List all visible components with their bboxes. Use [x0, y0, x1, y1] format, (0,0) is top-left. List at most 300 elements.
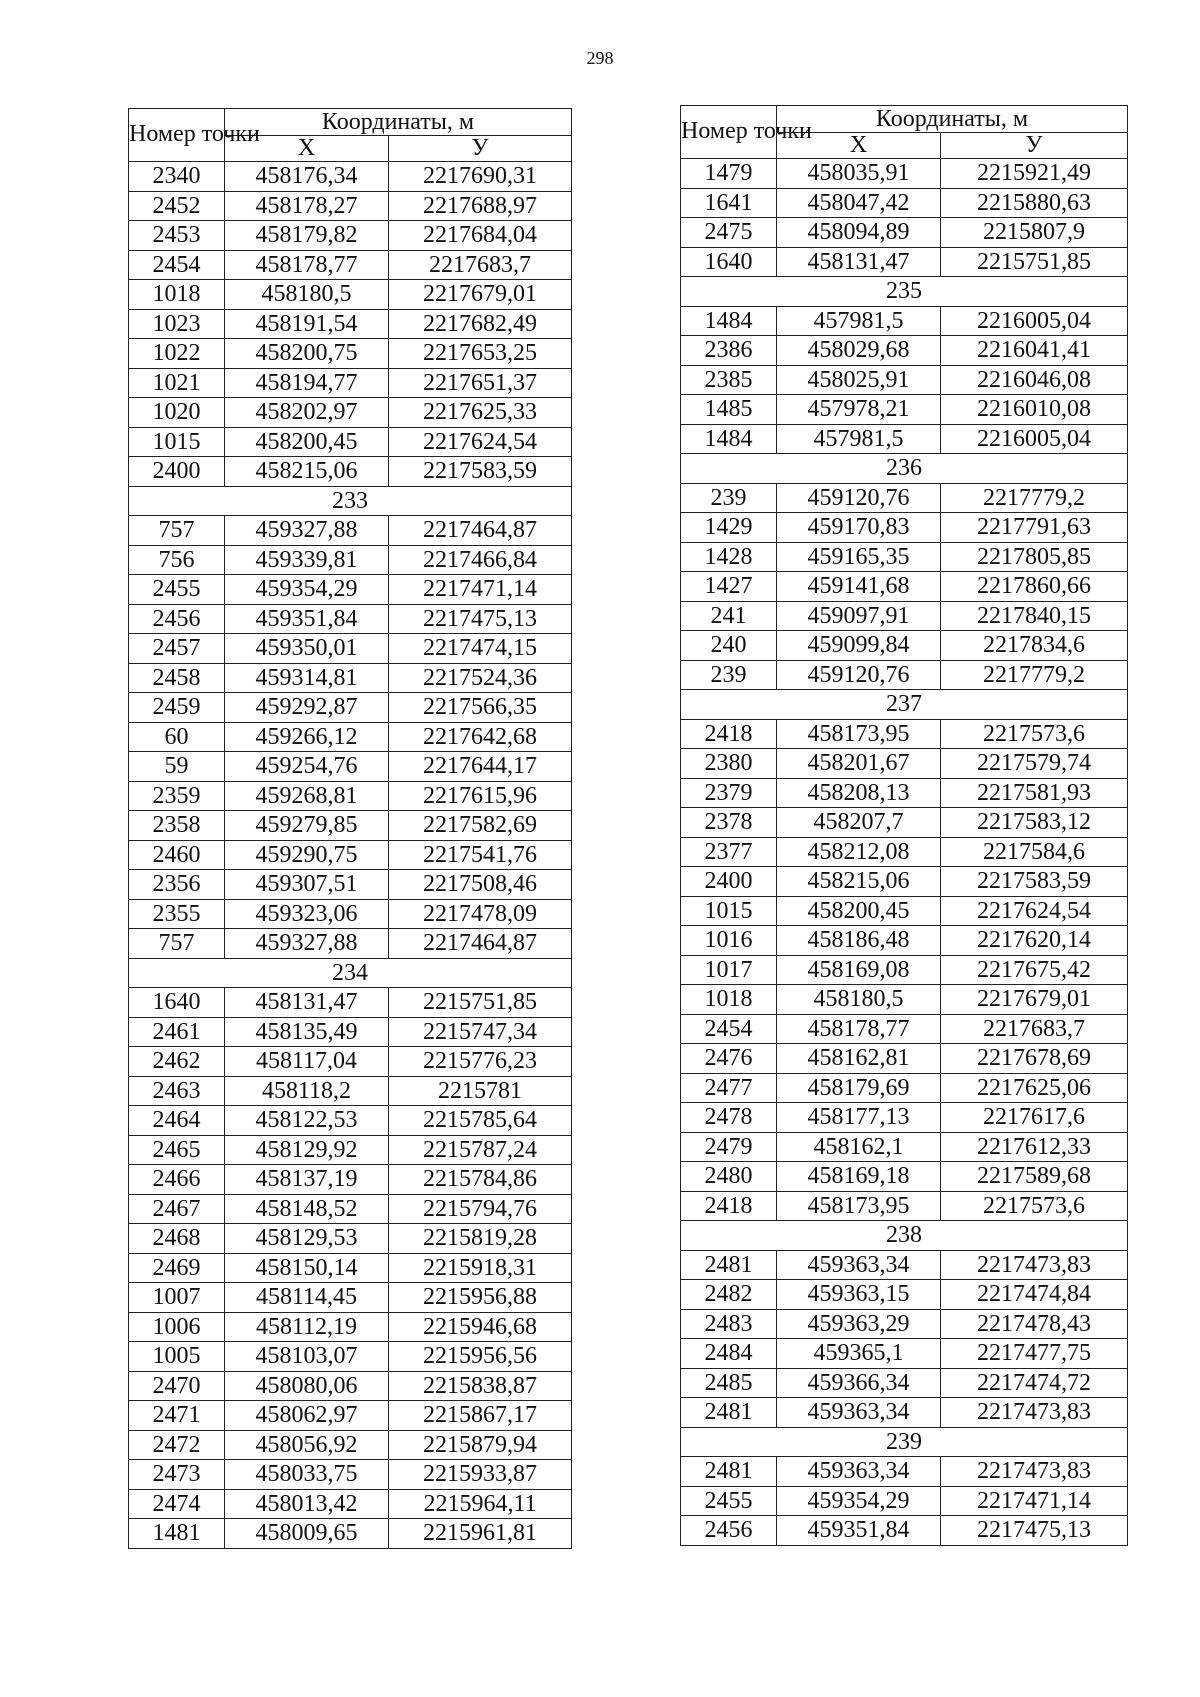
x-coordinate-cell: 457981,5: [777, 306, 941, 336]
table-row: [681, 749, 1128, 779]
y-coordinate-cell: 2215784,86: [389, 1165, 572, 1195]
x-coordinate-cell: 458062,97: [225, 1401, 389, 1431]
point-number-cell: 241: [681, 601, 777, 631]
x-coordinate-cell: 459365,1: [777, 1339, 941, 1369]
y-coordinate-cell: 2217625,06: [941, 1073, 1128, 1103]
y-coordinate-cell: 2217624,54: [389, 427, 572, 457]
header-y: У: [941, 132, 1128, 159]
point-number-cell: 239: [681, 483, 777, 513]
table-row: [681, 1457, 1128, 1487]
x-coordinate-cell: 458201,67: [777, 749, 941, 779]
header-x: Х: [225, 135, 389, 162]
point-number-cell: 1022: [129, 339, 225, 369]
x-coordinate-cell: 459254,76: [225, 752, 389, 782]
table-row: [681, 837, 1128, 867]
table-row: [129, 545, 572, 575]
x-coordinate-cell: 458202,97: [225, 398, 389, 428]
section-number: 237: [681, 690, 1128, 720]
point-number-cell: 2460: [129, 840, 225, 870]
x-coordinate-cell: 458080,06: [225, 1371, 389, 1401]
table-row: [681, 218, 1128, 248]
section-number: 235: [681, 277, 1128, 307]
table-row: [129, 280, 572, 310]
table-row: [129, 309, 572, 339]
y-coordinate-cell: 2217473,83: [941, 1457, 1128, 1487]
x-coordinate-cell: 458207,7: [777, 808, 941, 838]
section-row: [681, 454, 1128, 484]
x-coordinate-cell: 458177,13: [777, 1103, 941, 1133]
point-number-cell: 2477: [681, 1073, 777, 1103]
x-coordinate-cell: 459268,81: [225, 781, 389, 811]
y-coordinate-cell: 2217779,2: [941, 483, 1128, 513]
y-coordinate-cell: 2217583,59: [941, 867, 1128, 897]
x-coordinate-cell: 459363,15: [777, 1280, 941, 1310]
table-row: [681, 306, 1128, 336]
y-coordinate-cell: 2217625,33: [389, 398, 572, 428]
table-row: [129, 634, 572, 664]
x-coordinate-cell: 459141,68: [777, 572, 941, 602]
point-number-cell: 2458: [129, 663, 225, 693]
y-coordinate-cell: 2217791,63: [941, 513, 1128, 543]
x-coordinate-cell: 458178,77: [777, 1014, 941, 1044]
y-coordinate-cell: 2215787,24: [389, 1135, 572, 1165]
x-coordinate-cell: 458169,08: [777, 955, 941, 985]
section-row: [681, 1427, 1128, 1457]
point-number-cell: 2400: [681, 867, 777, 897]
x-coordinate-cell: 458114,45: [225, 1283, 389, 1313]
table-row: [129, 575, 572, 605]
table-row: [129, 870, 572, 900]
point-number-cell: 2379: [681, 778, 777, 808]
x-coordinate-cell: 458094,89: [777, 218, 941, 248]
y-coordinate-cell: 2215964,11: [389, 1489, 572, 1519]
table-row: [681, 1162, 1128, 1192]
table-row: [681, 1044, 1128, 1074]
point-number-cell: 2473: [129, 1460, 225, 1490]
table-row: [129, 1371, 572, 1401]
y-coordinate-cell: 2215819,28: [389, 1224, 572, 1254]
table-row: [681, 867, 1128, 897]
x-coordinate-cell: 458179,69: [777, 1073, 941, 1103]
x-coordinate-cell: 459170,83: [777, 513, 941, 543]
x-coordinate-cell: 458169,18: [777, 1162, 941, 1192]
section-row: [681, 277, 1128, 307]
point-number-cell: 2385: [681, 365, 777, 395]
point-number-cell: 1018: [129, 280, 225, 310]
point-number-cell: 2358: [129, 811, 225, 841]
table-row: [129, 1224, 572, 1254]
table-row: [129, 191, 572, 221]
point-number-cell: 2480: [681, 1162, 777, 1192]
point-number-cell: 2455: [129, 575, 225, 605]
y-coordinate-cell: 2215933,87: [389, 1460, 572, 1490]
table-row: [129, 516, 572, 546]
header-x: Х: [777, 132, 941, 159]
page-number: 298: [586, 48, 614, 68]
x-coordinate-cell: 458178,27: [225, 191, 389, 221]
point-number-cell: 1017: [681, 955, 777, 985]
y-coordinate-cell: 2215956,88: [389, 1283, 572, 1313]
point-number-cell: 2478: [681, 1103, 777, 1133]
table-row: [681, 542, 1128, 572]
x-coordinate-cell: 457978,21: [777, 395, 941, 425]
y-coordinate-cell: 2217684,04: [389, 221, 572, 251]
y-coordinate-cell: 2217644,17: [389, 752, 572, 782]
point-number-cell: 1021: [129, 368, 225, 398]
table-row: [129, 604, 572, 634]
point-number-cell: 757: [129, 516, 225, 546]
x-coordinate-cell: 458173,95: [777, 1191, 941, 1221]
y-coordinate-cell: 2215776,23: [389, 1047, 572, 1077]
y-coordinate-cell: 2217541,76: [389, 840, 572, 870]
x-coordinate-cell: 458025,91: [777, 365, 941, 395]
y-coordinate-cell: 2217683,7: [941, 1014, 1128, 1044]
table-row: [681, 601, 1128, 631]
table-row: [129, 457, 572, 487]
point-number-cell: 2457: [129, 634, 225, 664]
point-number-cell: 2471: [129, 1401, 225, 1431]
x-coordinate-cell: 458118,2: [225, 1076, 389, 1106]
point-number-cell: 2479: [681, 1132, 777, 1162]
x-coordinate-cell: 459099,84: [777, 631, 941, 661]
point-number-cell: 2462: [129, 1047, 225, 1077]
point-number-cell: 2454: [129, 250, 225, 280]
x-coordinate-cell: 459292,87: [225, 693, 389, 723]
section-number: 234: [129, 958, 572, 988]
x-coordinate-cell: 459165,35: [777, 542, 941, 572]
point-number-cell: 2377: [681, 837, 777, 867]
table-row: [681, 513, 1128, 543]
table-row: [681, 1014, 1128, 1044]
table-row: [129, 250, 572, 280]
point-number-cell: 2386: [681, 336, 777, 366]
point-number-cell: 2464: [129, 1106, 225, 1136]
y-coordinate-cell: 2217678,69: [941, 1044, 1128, 1074]
x-coordinate-cell: 458013,42: [225, 1489, 389, 1519]
x-coordinate-cell: 459307,51: [225, 870, 389, 900]
table-row: [129, 1401, 572, 1431]
x-coordinate-cell: 458009,65: [225, 1519, 389, 1549]
y-coordinate-cell: 2217471,14: [389, 575, 572, 605]
point-number-cell: 2484: [681, 1339, 777, 1369]
table-row: [681, 926, 1128, 956]
x-coordinate-cell: 458179,82: [225, 221, 389, 251]
table-row: [129, 722, 572, 752]
x-coordinate-cell: 458135,49: [225, 1017, 389, 1047]
table-row: [129, 899, 572, 929]
point-number-cell: 2359: [129, 781, 225, 811]
table-row: [129, 929, 572, 959]
y-coordinate-cell: 2215838,87: [389, 1371, 572, 1401]
x-coordinate-cell: 458194,77: [225, 368, 389, 398]
point-number-cell: 1481: [129, 1519, 225, 1549]
x-coordinate-cell: 459323,06: [225, 899, 389, 929]
point-number-cell: 1479: [681, 159, 777, 189]
point-number-cell: 1640: [129, 988, 225, 1018]
x-coordinate-cell: 458200,45: [777, 896, 941, 926]
point-number-cell: 1016: [681, 926, 777, 956]
table-row: [681, 1516, 1128, 1546]
point-number-cell: 2470: [129, 1371, 225, 1401]
y-coordinate-cell: 2217573,6: [941, 1191, 1128, 1221]
header-coordinates: Координаты, м: [225, 109, 572, 136]
y-coordinate-cell: 2215747,34: [389, 1017, 572, 1047]
table-row: [681, 159, 1128, 189]
x-coordinate-cell: 459354,29: [777, 1486, 941, 1516]
section-number: 236: [681, 454, 1128, 484]
point-number-cell: 2475: [681, 218, 777, 248]
table-row: [681, 1309, 1128, 1339]
point-number-cell: 2400: [129, 457, 225, 487]
section-number: 238: [681, 1221, 1128, 1251]
y-coordinate-cell: 2217834,6: [941, 631, 1128, 661]
x-coordinate-cell: 458137,19: [225, 1165, 389, 1195]
table-row: [681, 1250, 1128, 1280]
section-row: [129, 486, 572, 516]
section-row: [681, 1221, 1128, 1251]
point-number-cell: 2469: [129, 1253, 225, 1283]
y-coordinate-cell: 2215785,64: [389, 1106, 572, 1136]
x-coordinate-cell: 458186,48: [777, 926, 941, 956]
point-number-cell: 2468: [129, 1224, 225, 1254]
y-coordinate-cell: 2216046,08: [941, 365, 1128, 395]
y-coordinate-cell: 2217651,37: [389, 368, 572, 398]
table-row: [129, 1312, 572, 1342]
x-coordinate-cell: 459363,34: [777, 1250, 941, 1280]
table-row: [129, 1519, 572, 1549]
y-coordinate-cell: 2217579,74: [941, 749, 1128, 779]
table-row: [129, 693, 572, 723]
table-row: [681, 572, 1128, 602]
point-number-cell: 1429: [681, 513, 777, 543]
x-coordinate-cell: 458029,68: [777, 336, 941, 366]
y-coordinate-cell: 2217589,68: [941, 1162, 1128, 1192]
y-coordinate-cell: 2217464,87: [389, 929, 572, 959]
y-coordinate-cell: 2216010,08: [941, 395, 1128, 425]
y-coordinate-cell: 2217464,87: [389, 516, 572, 546]
x-coordinate-cell: 459266,12: [225, 722, 389, 752]
y-coordinate-cell: 2217573,6: [941, 719, 1128, 749]
y-coordinate-cell: 2217805,85: [941, 542, 1128, 572]
table-row: [681, 188, 1128, 218]
table-row: [129, 1106, 572, 1136]
x-coordinate-cell: 459363,34: [777, 1398, 941, 1428]
point-number-cell: 2472: [129, 1430, 225, 1460]
point-number-cell: 59: [129, 752, 225, 782]
y-coordinate-cell: 2217478,09: [389, 899, 572, 929]
x-coordinate-cell: 458212,08: [777, 837, 941, 867]
point-number-cell: 2452: [129, 191, 225, 221]
header-y: У: [389, 135, 572, 162]
table-row: [681, 1132, 1128, 1162]
point-number-cell: 1015: [681, 896, 777, 926]
point-number-cell: 2380: [681, 749, 777, 779]
point-number-cell: 2481: [681, 1398, 777, 1428]
x-coordinate-cell: 458047,42: [777, 188, 941, 218]
point-number-cell: 2454: [681, 1014, 777, 1044]
table-row: [129, 781, 572, 811]
table-row: [129, 427, 572, 457]
table-row: [681, 247, 1128, 277]
y-coordinate-cell: 2215921,49: [941, 159, 1128, 189]
x-coordinate-cell: 458112,19: [225, 1312, 389, 1342]
x-coordinate-cell: 458117,04: [225, 1047, 389, 1077]
y-coordinate-cell: 2216041,41: [941, 336, 1128, 366]
point-number-cell: 1484: [681, 306, 777, 336]
y-coordinate-cell: 2217679,01: [941, 985, 1128, 1015]
section-row: [129, 958, 572, 988]
y-coordinate-cell: 2217779,2: [941, 660, 1128, 690]
table-row: [681, 1368, 1128, 1398]
point-number-cell: 2356: [129, 870, 225, 900]
y-coordinate-cell: 2217475,13: [389, 604, 572, 634]
table-row: [681, 483, 1128, 513]
table-row: [681, 424, 1128, 454]
y-coordinate-cell: 2217612,33: [941, 1132, 1128, 1162]
header-point-number: Номер точки: [681, 106, 777, 159]
y-coordinate-cell: 2215807,9: [941, 218, 1128, 248]
y-coordinate-cell: 2217840,15: [941, 601, 1128, 631]
point-number-cell: 756: [129, 545, 225, 575]
y-coordinate-cell: 2215867,17: [389, 1401, 572, 1431]
table-row: [681, 985, 1128, 1015]
table-row: [129, 988, 572, 1018]
table-row: [681, 1103, 1128, 1133]
point-number-cell: 239: [681, 660, 777, 690]
table-row: [681, 808, 1128, 838]
section-row: [681, 690, 1128, 720]
table-row: [681, 395, 1128, 425]
x-coordinate-cell: 458131,47: [225, 988, 389, 1018]
y-coordinate-cell: 2217474,72: [941, 1368, 1128, 1398]
y-coordinate-cell: 2215781: [389, 1076, 572, 1106]
x-coordinate-cell: 458103,07: [225, 1342, 389, 1372]
table-row: [681, 1191, 1128, 1221]
header-coordinates: Координаты, м: [777, 106, 1128, 133]
table-row: [129, 1430, 572, 1460]
y-coordinate-cell: 2217617,6: [941, 1103, 1128, 1133]
y-coordinate-cell: 2217584,6: [941, 837, 1128, 867]
point-number-cell: 2467: [129, 1194, 225, 1224]
point-number-cell: 2483: [681, 1309, 777, 1339]
x-coordinate-cell: 459314,81: [225, 663, 389, 693]
x-coordinate-cell: 458215,06: [225, 457, 389, 487]
y-coordinate-cell: 2217566,35: [389, 693, 572, 723]
x-coordinate-cell: 458056,92: [225, 1430, 389, 1460]
table-row: [681, 336, 1128, 366]
x-coordinate-cell: 458035,91: [777, 159, 941, 189]
table-row: [681, 1073, 1128, 1103]
table-row: [129, 1489, 572, 1519]
x-coordinate-cell: 458178,77: [225, 250, 389, 280]
y-coordinate-cell: 2216005,04: [941, 424, 1128, 454]
point-number-cell: 1006: [129, 1312, 225, 1342]
table-row: [129, 752, 572, 782]
y-coordinate-cell: 2217615,96: [389, 781, 572, 811]
y-coordinate-cell: 2217583,59: [389, 457, 572, 487]
x-coordinate-cell: 458162,81: [777, 1044, 941, 1074]
point-number-cell: 1007: [129, 1283, 225, 1313]
point-number-cell: 1005: [129, 1342, 225, 1372]
point-number-cell: 1428: [681, 542, 777, 572]
y-coordinate-cell: 2217675,42: [941, 955, 1128, 985]
y-coordinate-cell: 2215751,85: [941, 247, 1128, 277]
y-coordinate-cell: 2217624,54: [941, 896, 1128, 926]
table-row: [681, 1339, 1128, 1369]
x-coordinate-cell: 458215,06: [777, 867, 941, 897]
y-coordinate-cell: 2215946,68: [389, 1312, 572, 1342]
point-number-cell: 2476: [681, 1044, 777, 1074]
table-row: [129, 1076, 572, 1106]
y-coordinate-cell: 2217682,49: [389, 309, 572, 339]
coordinates-table-left: [128, 108, 572, 1549]
point-number-cell: 1427: [681, 572, 777, 602]
x-coordinate-cell: 459327,88: [225, 516, 389, 546]
y-coordinate-cell: 2217466,84: [389, 545, 572, 575]
point-number-cell: 2378: [681, 808, 777, 838]
point-number-cell: 2340: [129, 162, 225, 192]
table-row: [129, 221, 572, 251]
y-coordinate-cell: 2215880,63: [941, 188, 1128, 218]
x-coordinate-cell: 459363,29: [777, 1309, 941, 1339]
x-coordinate-cell: 459351,84: [777, 1516, 941, 1546]
point-number-cell: 60: [129, 722, 225, 752]
point-number-cell: 2466: [129, 1165, 225, 1195]
table-row: [129, 398, 572, 428]
point-number-cell: 1484: [681, 424, 777, 454]
x-coordinate-cell: 458162,1: [777, 1132, 941, 1162]
x-coordinate-cell: 458208,13: [777, 778, 941, 808]
point-number-cell: 2418: [681, 1191, 777, 1221]
table-row: [681, 896, 1128, 926]
y-coordinate-cell: 2215961,81: [389, 1519, 572, 1549]
point-number-cell: 2456: [681, 1516, 777, 1546]
y-coordinate-cell: 2215751,85: [389, 988, 572, 1018]
y-coordinate-cell: 2217653,25: [389, 339, 572, 369]
x-coordinate-cell: 459339,81: [225, 545, 389, 575]
table-row: [129, 1017, 572, 1047]
y-coordinate-cell: 2217473,83: [941, 1250, 1128, 1280]
table-row: [129, 1253, 572, 1283]
x-coordinate-cell: 458033,75: [225, 1460, 389, 1490]
point-number-cell: 2463: [129, 1076, 225, 1106]
x-coordinate-cell: 458148,52: [225, 1194, 389, 1224]
x-coordinate-cell: 459120,76: [777, 483, 941, 513]
y-coordinate-cell: 2217524,36: [389, 663, 572, 693]
x-coordinate-cell: 458122,53: [225, 1106, 389, 1136]
section-number: 233: [129, 486, 572, 516]
point-number-cell: 1023: [129, 309, 225, 339]
y-coordinate-cell: 2217860,66: [941, 572, 1128, 602]
x-coordinate-cell: 458180,5: [777, 985, 941, 1015]
y-coordinate-cell: 2217473,83: [941, 1398, 1128, 1428]
point-number-cell: 2459: [129, 693, 225, 723]
y-coordinate-cell: 2217474,84: [941, 1280, 1128, 1310]
x-coordinate-cell: 458176,34: [225, 162, 389, 192]
point-number-cell: 2482: [681, 1280, 777, 1310]
x-coordinate-cell: 459366,34: [777, 1368, 941, 1398]
x-coordinate-cell: 457981,5: [777, 424, 941, 454]
y-coordinate-cell: 2217475,13: [941, 1516, 1128, 1546]
y-coordinate-cell: 2217477,75: [941, 1339, 1128, 1369]
y-coordinate-cell: 2217478,43: [941, 1309, 1128, 1339]
point-number-cell: 1640: [681, 247, 777, 277]
table-row: [129, 339, 572, 369]
x-coordinate-cell: 458191,54: [225, 309, 389, 339]
table-row: [129, 368, 572, 398]
table-row: [129, 1165, 572, 1195]
y-coordinate-cell: 2215956,56: [389, 1342, 572, 1372]
